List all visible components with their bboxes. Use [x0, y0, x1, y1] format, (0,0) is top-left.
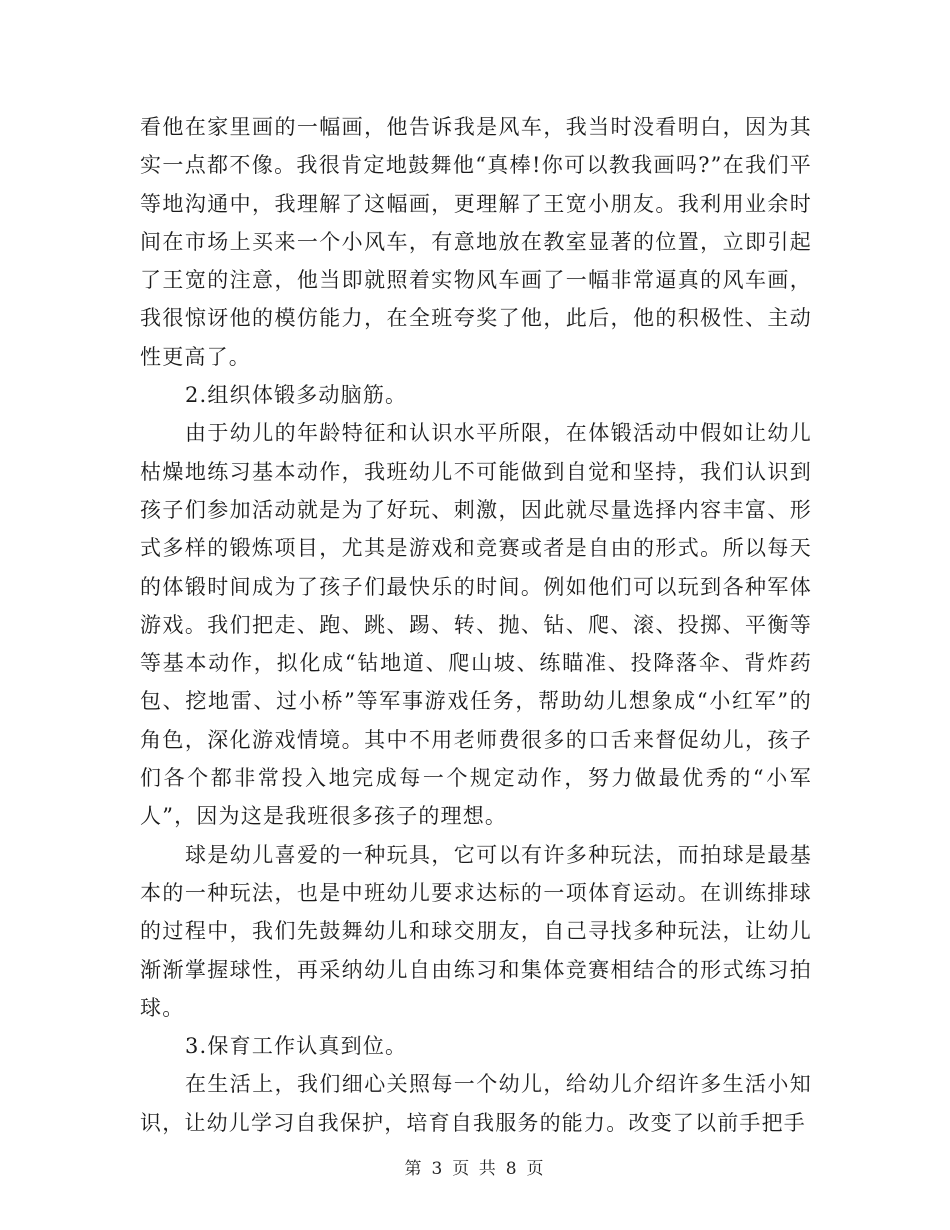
- footer-suffix: 页: [526, 1159, 546, 1179]
- section-heading-3: 3.保育工作认真到位。: [185, 1034, 408, 1059]
- document-body: [140, 108, 812, 1142]
- footer-middle: 页 共: [452, 1159, 498, 1179]
- paragraph-3: 球是幼儿喜爱的一种玩具，它可以有许多种玩法，而拍球是最基本的一种玩法，也是中班幼儿要求达标的一项体育运动。在训练排球的过程中，我们先鼓舞幼儿和球交朋友，自己寻找多种玩法，让幼儿渐渐掌握球性，再采纳幼儿自由练习和集体竞赛相结合的形式练习拍球。: [140, 842, 812, 1020]
- paragraph-4: 在生活上，我们细心关照每一个幼儿，给幼儿介绍许多生活小知识，让幼儿学习自我保护，培育自我服务的能力。改变了以前手把手: [140, 1072, 812, 1135]
- paragraph-2: 由于幼儿的年龄特征和认识水平所限，在体锻活动中假如让幼儿枯燥地练习基本动作，我班幼儿不可能做到自觉和坚持，我们认识到孩子们参加活动就是为了好玩、刺激，因此就尽量选择内容丰富、形式多样的锻炼项目，尤其是游戏和竞赛或者是自由的形式。所以每天的体锻时间成为了孩子们最快乐的时间。例如他们可以玩到各种军体游戏。我们把走、跑、跳、踢、转、抛、钻、爬、滚、投掷、平衡等等基本动作，拟化成“钻地道、爬山坡、练瞄准、投降落伞、背炸药包、挖地雷、过小桥”等军事游戏任务，帮助幼儿想象成“小红军”的角色，深化游戏情境。其中不用老师费很多的口舌来督促幼儿，孩子们各个都非常投入地完成每一个规定动作，努力做最优秀的“小军人”，因为这是我班很多孩子的理想。: [140, 421, 812, 829]
- footer-current-page: 3: [431, 1159, 445, 1179]
- section-heading-2: 2.组织体锻多动脑筋。: [185, 383, 408, 408]
- footer-prefix: 第: [404, 1159, 424, 1179]
- footer-total-pages: 8: [505, 1159, 519, 1179]
- page-footer: [0, 1154, 950, 1179]
- paragraph-1: 看他在家里画的一幅画，他告诉我是风车，我当时没看明白，因为其实一点都不像。我很肯定地鼓舞他“真棒!你可以教我画吗?”在我们平等地沟通中，我理解了这幅画，更理解了王宽小朋友。我利用业余时间在市场上买来一个小风车，有意地放在教室显著的位置，立即引起了王宽的注意，他当即就照着实物风车画了一幅非常逼真的风车画，我很惊讶他的模仿能力，在全班夸奖了他，此后，他的积极性、主动性更高了。: [140, 115, 812, 369]
